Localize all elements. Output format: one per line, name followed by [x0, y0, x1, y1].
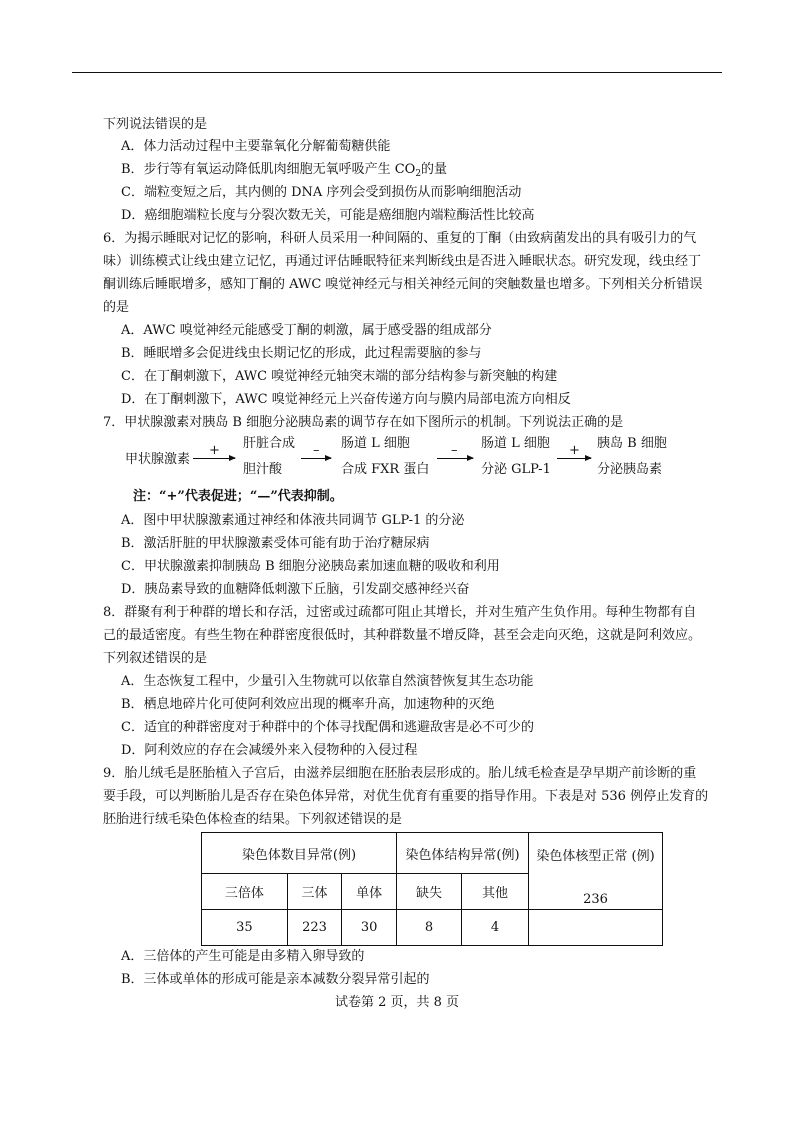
- diagram-node-l-cell-fxr-bottom: 合成 FXR 蛋白: [341, 462, 430, 477]
- table-cell-other: 4: [462, 910, 529, 946]
- diagram-node-liver-top: 肝脏合成: [243, 436, 296, 451]
- table-header-structure-abnormal: 染色体结构异常(例): [397, 833, 529, 874]
- q6-option-b: B．睡眠增多会促进线虫长期记忆的形成，此过程需要脑的参与: [121, 346, 482, 361]
- table-subheader-monosomy: 单体: [342, 874, 397, 910]
- table-cell-trisomy: 223: [287, 910, 342, 946]
- q8-option-c: C．适宜的种群密度对于种群中的个体寻找配偶和逃避敌害是必不可少的: [121, 720, 534, 735]
- table-cell-triploid: 35: [202, 910, 288, 946]
- diagram-sign-3: –: [451, 443, 458, 458]
- q6-option-c: C．在丁酮刺激下，AWC 嗅觉神经元轴突末端的部分结构参与新突触的构建: [121, 369, 558, 384]
- header-rule: [72, 72, 722, 73]
- table-subheader-triploid: 三倍体: [202, 874, 288, 910]
- q9-option-b: B．三体或单体的形成可能是亲本减数分裂异常引起的: [121, 972, 430, 987]
- diagram-sign-2: –: [313, 443, 320, 458]
- diagram-node-l-cell-glp-top: 肠道 L 细胞: [481, 436, 550, 451]
- q7-option-c: C．甲状腺激素抑制胰岛 B 细胞分泌胰岛素加速血糖的吸收和利用: [121, 559, 500, 574]
- q5-stem-tail: 下列说法错误的是: [103, 117, 208, 132]
- page-footer: 试卷第 2 页，共 8 页: [334, 995, 460, 1010]
- q5-option-b: B．步行等有氧运动降低肌肉细胞无氧呼吸产生 $CO_2$的量: [121, 162, 448, 179]
- q7-option-b: B．激活肝脏的甲状腺激素受体可能有助于治疗糖尿病: [121, 536, 430, 551]
- table-header-karyotype-normal: 染色体核型正常 (例): [529, 833, 663, 910]
- diagram-sign-1: +: [209, 443, 220, 458]
- q8-stem-line-2: 己的最适密度。有些生物在种群密度很低时，其种群数量不增反降，甚至会走向灭绝，这就是阿利效应。: [103, 628, 702, 643]
- diagram-node-l-cell-glp-bottom: 分泌 GLP-1: [481, 462, 551, 477]
- diagram-arrow-1: [193, 458, 235, 459]
- q5-option-d: D．癌细胞端粒长度与分裂次数无关，可能是癌细胞内端粒酶活性比较高: [121, 208, 535, 223]
- diagram-node-thyroid-hormone: 甲状腺激素: [125, 452, 191, 467]
- q6-option-a: A．AWC 嗅觉神经元能感受丁酮的刺激，属于感受器的组成部分: [121, 323, 492, 338]
- table-cell-monosomy: 30: [342, 910, 397, 946]
- diagram-node-liver-bottom: 胆汁酸: [243, 462, 283, 477]
- diagram-arrow-2: [301, 458, 331, 459]
- table-cell-deletion: 8: [397, 910, 462, 946]
- chromosome-results-table: [201, 832, 663, 946]
- q9-option-a: A．三倍体的产生可能是由多精入卵导致的: [121, 949, 365, 964]
- q5-option-c: C．端粒变短之后，其内侧的 DNA 序列会受到损伤从而影响细胞活动: [121, 185, 522, 200]
- q8-option-b: B．栖息地碎片化可使阿利效应出现的概率升高，加速物种的灭绝: [121, 697, 495, 712]
- q6-option-d: D．在丁酮刺激下，AWC 嗅觉神经元上兴奋传递方向与膜内局部电流方向相反: [121, 392, 571, 407]
- q7-option-d: D．胰岛素导致的血糖降低刺激下丘脑，引发副交感神经兴奋: [121, 582, 470, 597]
- q6-stem-line-3: 酮训练后睡眠增多，感知丁酮的 AWC 嗅觉神经元与相关神经元间的突触数量也增多。下列相关分析错误: [103, 277, 703, 292]
- q6-stem-line-2: 味）训练模式让线虫建立记忆，再通过评估睡眠特征来判断线虫是否进入睡眠状态。研究发现，线虫经丁: [103, 254, 702, 269]
- table-subheader-deletion: 缺失: [397, 874, 462, 910]
- table-cell-normal: 236: [529, 892, 663, 928]
- diagram-node-islet-bottom: 分泌胰岛素: [597, 462, 663, 477]
- q8-option-a: A．生态恢复工程中，少量引入生物就可以依靠自然演替恢复其生态功能: [121, 674, 534, 689]
- diagram-node-islet-top: 胰岛 B 细胞: [597, 436, 667, 451]
- q8-stem-line-1: 8．群聚有利于种群的增长和存活，过密或过疏都可阻止其增长，并对生殖产生负作用。每种生物都有自: [103, 605, 697, 620]
- table-header-number-abnormal: 染色体数目异常(例): [202, 833, 397, 874]
- regulation-diagram: [125, 436, 705, 486]
- q7-option-a: A．图中甲状腺激素通过神经和体液共同调节 GLP-1 的分泌: [121, 513, 465, 528]
- q9-stem-line-2: 要手段，可以判断胎儿是否存在染色体异常，对优生优育有重要的指导作用。下表是对 536 例停止发育的: [103, 789, 709, 804]
- diagram-node-l-cell-fxr-top: 肠道 L 细胞: [341, 436, 410, 451]
- q5-option-a: A．体力活动过程中主要靠氧化分解葡萄糖供能: [121, 139, 391, 154]
- q7-diagram-note: 注：“+”代表促进；“—”代表抑制。: [133, 489, 343, 504]
- q9-stem-line-3: 胚胎进行绒毛染色体检查的结果。下列叙述错误的是: [103, 812, 403, 827]
- q6-stem-line-4: 的是: [103, 300, 130, 315]
- q6-stem-line-1: 6．为揭示睡眠对记忆的影响，科研人员采用一种间隔的、重复的丁酮（由致病菌发出的具有吸引力的气: [103, 231, 697, 246]
- table-subheader-trisomy: 三体: [287, 874, 342, 910]
- q8-option-d: D．阿利效应的存在会减缓外来入侵物种的入侵过程: [121, 743, 418, 758]
- diagram-sign-4: +: [569, 443, 580, 458]
- diagram-arrow-3: [437, 458, 473, 459]
- table-subheader-other: 其他: [462, 874, 529, 910]
- q8-stem-line-3: 下列叙述错误的是: [103, 651, 208, 666]
- diagram-arrow-4: [557, 458, 591, 459]
- q7-stem: 7．甲状腺激素对胰岛 B 细胞分泌胰岛素的调节存在如下图所示的机制。下列说法正确的是: [103, 415, 624, 430]
- q9-stem-line-1: 9．胎儿绒毛是胚胎植入子宫后，由滋养层细胞在胚胎表层形成的。胎儿绒毛检查是孕早期产前诊断的重: [103, 766, 697, 781]
